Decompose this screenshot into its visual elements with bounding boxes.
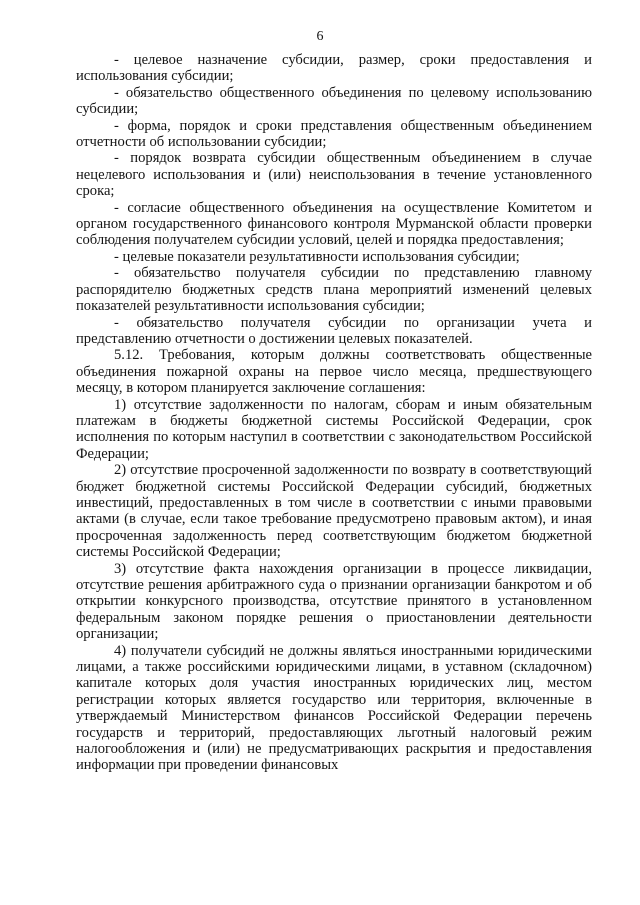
paragraph-requirement-1: 1) отсутствие задолженности по налогам, сборам и иным обязательным платежам в бюджеты бюджетной системы Российской Федерации, срок исполнения по которым наступил в соответствии с законодательством Российской Федерации; xyxy=(76,396,592,462)
document-body xyxy=(76,52,592,774)
paragraph-section-5-12: 5.12. Требования, которым должны соответствовать общественные объединения пожарной охраны на первое число месяца, предшествующего месяцу, в котором планируется заключение соглашения: xyxy=(76,347,592,397)
paragraph-consent-to-audit: - согласие общественного объединения на осуществление Комитетом и органом государственного финансового контроля Мурманской области проверки соблюдения получателем субсидии условий, целей и порядка предоставления; xyxy=(76,199,592,249)
paragraph-purpose: - целевое назначение субсидии, размер, сроки предоставления и использования субсидии; xyxy=(76,52,592,85)
paragraph-requirement-3: 3) отсутствие факта нахождения организации в процессе ликвидации, отсутствие решения арбитражного суда о признании организации банкротом и об открытии конкурсного производства, отсутствие принятого в установленном федеральным законом порядке решения о приостановлении деятельности организации; xyxy=(76,560,592,643)
paragraph-reporting-form: - форма, порядок и сроки представления общественным объединением отчетности об использовании субсидии; xyxy=(76,117,592,151)
page-number: 6 xyxy=(316,29,324,44)
paragraph-refund-procedure: - порядок возврата субсидии общественным объединением в случае нецелевого использования и (или) неиспользования в течение установленного срока; xyxy=(76,150,592,200)
paragraph-target-use-obligation: - обязательство общественного объединения по целевому использованию субсидии; xyxy=(76,84,592,118)
paragraph-requirement-2: 2) отсутствие просроченной задолженности по возврату в соответствующий бюджет бюджетной системы Российской Федерации субсидий, бюджетных инвестиций, предоставленных в том числе в соответствии с иными правовыми актами (в случае, если такое требование предусмотрено правовым актом), и иная просроченная задолженность перед соответствующим бюджетом бюджетной системы Российской Федерации; xyxy=(76,462,592,561)
paragraph-action-plan-obligation: - обязательство получателя субсидии по представлению главному распорядителю бюджетных средств плана мероприятий изменений целевых показателей результативности использования субсидии; xyxy=(76,265,592,315)
paragraph-requirement-4: 4) получатели субсидий не должны являться иностранными юридическими лицами, а также российскими юридическими лицами, в уставном (складочном) капитале которых доля участия иностранных юридических лиц, местом регистрации которых является государство или территория, включенные в утверждаемый Министерством финансов Российской Федерации перечень государств и территорий, предоставляющих льготный налоговый режим налогообложения и (или) не предусматривающих раскрытия и предоставления информации при проведении финансовых xyxy=(76,642,592,774)
paragraph-target-indicators: - целевые показатели результативности использования субсидии; xyxy=(114,248,520,265)
paragraph-accounting-obligation: - обязательство получателя субсидии по организации учета и представлению отчетности о достижении целевых показателей. xyxy=(76,314,592,347)
